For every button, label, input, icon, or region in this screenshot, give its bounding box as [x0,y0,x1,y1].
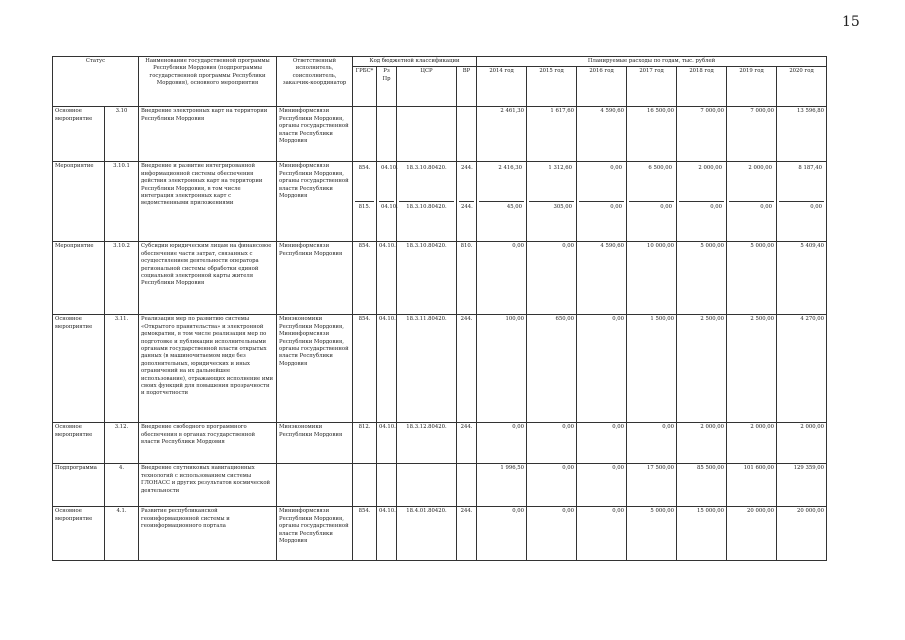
expense-value: 0,00 [729,201,774,240]
table-row [53,242,827,315]
grbs-cell: 854. [353,242,377,315]
expense-value: 2 000,00 [748,165,773,172]
responsible-cell: Мининформсвязи Республики Мордовия [277,242,353,315]
responsible-cell [277,464,353,507]
name-cell: Внедрение спутниковых навигационных технологий с использованием системы ГЛОНАСС и других результатов космической деятельности [139,464,277,507]
grbs-cell [353,162,377,242]
expense-cell: 15 000,00 [677,507,727,561]
rz-cell [377,162,397,242]
responsible-cell: Минэкономики Республики Мордовия [277,423,353,464]
grbs-cell: 854. [353,507,377,561]
responsible-cell: Минэкономики Республики Мордовия, Мининформсвязи Республики Мордовия, органы государственной власти Республики Мордовия [277,315,353,423]
expense-cell: 0,00 [577,315,627,423]
vr-value: 244. [459,201,474,240]
expense-cell: 20 000,00 [727,507,777,561]
expense-value: 45,00 [479,201,524,240]
expense-value: 8 187,40 [798,165,823,172]
year-header: 2016 год [577,67,627,107]
expense-cell [577,162,627,242]
table-row [53,315,827,423]
grbs-value: 815. [355,201,374,240]
csr-value: 18.3.10.80420. [399,201,454,240]
expense-cell: 1 996,50 [477,464,527,507]
grbs-cell [353,464,377,507]
expense-cell: 0,00 [577,423,627,464]
program-name-header: Наименование государственной программы Республики Мордовия (подпрограммы государственной программы Республики Мордовия), основного мероприятия [139,57,277,107]
responsible-cell: Мининформсвязи Республики Мордовия, органы государственной власти Республики Мордовия [277,107,353,162]
expense-cell: 0,00 [527,423,577,464]
expense-cell [677,162,727,242]
expense-cell: 5 409,40 [777,242,827,315]
name-cell: Субсидии юридическим лицам на финансовое обеспечение части затрат, связанных с осуществлением деятельности оператора региональной системы обработки единой социальной электронной карты жителя Республики Мордовия [139,242,277,315]
expense-value: 0,00 [679,201,724,240]
expense-cell: 20 000,00 [777,507,827,561]
expense-cell: 0,00 [527,507,577,561]
expense-cell: 0,00 [527,242,577,315]
name-cell: Внедрение электронных карт на территории Республики Мордовия [139,107,277,162]
expense-value: 0,00 [579,201,624,240]
number-cell: 4. [105,464,139,507]
vr-cell: 244. [457,315,477,423]
expense-cell: 7 000,00 [727,107,777,162]
budget-table [52,56,827,561]
year-header: 2014 год [477,67,527,107]
grbs-cell: 812. [353,423,377,464]
vr-cell [457,107,477,162]
expense-value: 0,00 [610,165,623,172]
expense-cell: 1 617,60 [527,107,577,162]
expense-cell: 100,00 [477,315,527,423]
number-cell: 3.10 [105,107,139,162]
rz-value: 04.10. [381,165,398,172]
header-row-1 [53,57,827,67]
expense-value: 0,00 [779,201,824,240]
status-cell: Основное мероприятие [53,107,105,162]
grbs-cell: 854. [353,315,377,423]
expense-cell [527,162,577,242]
expense-cell: 0,00 [527,464,577,507]
status-cell: Мероприятие [53,162,105,242]
year-header: 2015 год [527,67,577,107]
grbs-value: 854. [358,165,371,172]
vr-cell: 810. [457,242,477,315]
grbs-cell [353,107,377,162]
csr-cell: 18.3.12.80420. [397,423,457,464]
expense-cell: 2 500,00 [677,315,727,423]
name-cell: Развитие республиканской геоинформационной системы и геоинформационного портала [139,507,277,561]
status-cell: Основное мероприятие [53,423,105,464]
status-cell: Основное мероприятие [53,507,105,561]
year-header: 2020 год [777,67,827,107]
expense-cell [777,162,827,242]
responsible-cell: Мининформсвязи Республики Мордовия, органы государственной власти Республики Мордовия [277,507,353,561]
status-cell: Основное мероприятие [53,315,105,423]
number-cell: 3.12. [105,423,139,464]
expense-cell: 17 500,00 [627,464,677,507]
number-cell: 3.10.1 [105,162,139,242]
vr-cell: 244. [457,423,477,464]
vr-cell: 244. [457,507,477,561]
expense-cell: 7 000,00 [677,107,727,162]
rz-value: 04.10. [379,201,394,240]
responsible-cell: Мининформсвязи Республики Мордовия, органы государственной власти Республики Мордовия [277,162,353,242]
grbs-header: ГРБС* [353,67,377,107]
expense-cell: 0,00 [577,464,627,507]
csr-header: ЦСР [397,67,457,107]
rz-cell [377,107,397,162]
rz-cell: 04.10. [377,507,397,561]
expense-value: 0,00 [629,201,674,240]
expense-cell [627,162,677,242]
table-row [53,423,827,464]
status-cell: Мероприятие [53,242,105,315]
expense-cell [727,162,777,242]
expense-value: 1 312,60 [548,165,573,172]
expense-cell: 1 500,00 [627,315,677,423]
expenses-header: Планируемые расходы по годам, тыс. рублей [477,57,827,67]
csr-cell [397,162,457,242]
responsible-header: Ответственный исполнитель, соисполнитель, заказчик-координатор [277,57,353,107]
year-header: 2018 год [677,67,727,107]
expense-cell: 4 270,00 [777,315,827,423]
expense-cell: 0,00 [477,242,527,315]
expense-cell: 10 000,00 [627,242,677,315]
rz-cell [377,464,397,507]
rz-cell: 04.10. [377,315,397,423]
vr-value: 244. [461,165,473,172]
expense-cell: 85 500,00 [677,464,727,507]
expense-cell: 5 000,00 [677,242,727,315]
expense-cell: 5 000,00 [627,507,677,561]
number-cell: 4.1. [105,507,139,561]
csr-value: 18.3.10.80420. [406,165,447,172]
expense-cell: 101 600,00 [727,464,777,507]
expense-cell: 129 359,00 [777,464,827,507]
vr-header: ВР [457,67,477,107]
expense-value: 2 416,30 [498,165,523,172]
expense-cell: 0,00 [477,507,527,561]
year-header: 2017 год [627,67,677,107]
expense-cell: 0,00 [627,423,677,464]
status-header: Статус [53,57,139,107]
expense-value: 6 500,00 [648,165,673,172]
expense-cell: 4 590,60 [577,242,627,315]
expense-value: 2 000,00 [698,165,723,172]
expense-cell: 2 000,00 [677,423,727,464]
table-row [53,107,827,162]
expense-cell: 650,00 [527,315,577,423]
csr-cell: 18.4.01.80420. [397,507,457,561]
vr-cell [457,464,477,507]
year-header: 2019 год [727,67,777,107]
page-number: 15 [842,14,860,30]
table-row [53,507,827,561]
expense-value: 305,00 [529,201,574,240]
table-row [53,162,827,242]
number-cell: 3.10.2 [105,242,139,315]
rz-header: Рз Пр [377,67,397,107]
table-row [53,464,827,507]
budget-code-header: Код бюджетной классификации [353,57,477,67]
csr-cell: 18.3.10.80420. [397,242,457,315]
status-cell: Подпрограмма [53,464,105,507]
expense-cell: 0,00 [477,423,527,464]
expense-cell: 4 590,60 [577,107,627,162]
expense-cell: 2 500,00 [727,315,777,423]
csr-cell: 18.3.11.80420. [397,315,457,423]
vr-cell [457,162,477,242]
expense-cell: 13 596,80 [777,107,827,162]
csr-cell [397,464,457,507]
expense-cell: 0,00 [577,507,627,561]
name-cell: Внедрение и развитие интегрированной информационной системы обеспечения действия электронных карт на территории Республики Мордовия, в том числе интеграция электронных карт с ведомственными приложениями [139,162,277,242]
rz-cell: 04.10. [377,242,397,315]
expense-cell [477,162,527,242]
rz-cell: 04.10. [377,423,397,464]
name-cell: Реализация мер по развитию системы «Открытого правительства» и электронной демократии, в том числе реализация мер по подготовке и публикации исполнительными органами государственной власти открытых данных (в машиночитаемом виде без дополнительных, юридических и иных ограничений на их дальнейшее использование), отражающих исполнение ими своих функций для повышения прозрачности и подотчетности [139,315,277,423]
expense-cell: 2 000,00 [777,423,827,464]
csr-cell [397,107,457,162]
expense-cell: 5 000,00 [727,242,777,315]
number-cell: 3.11. [105,315,139,423]
expense-cell: 16 500,00 [627,107,677,162]
expense-cell: 2 000,00 [727,423,777,464]
name-cell: Внедрение свободного программного обеспечения в органах государственной власти Республики Мордовия [139,423,277,464]
expense-cell: 2 461,30 [477,107,527,162]
